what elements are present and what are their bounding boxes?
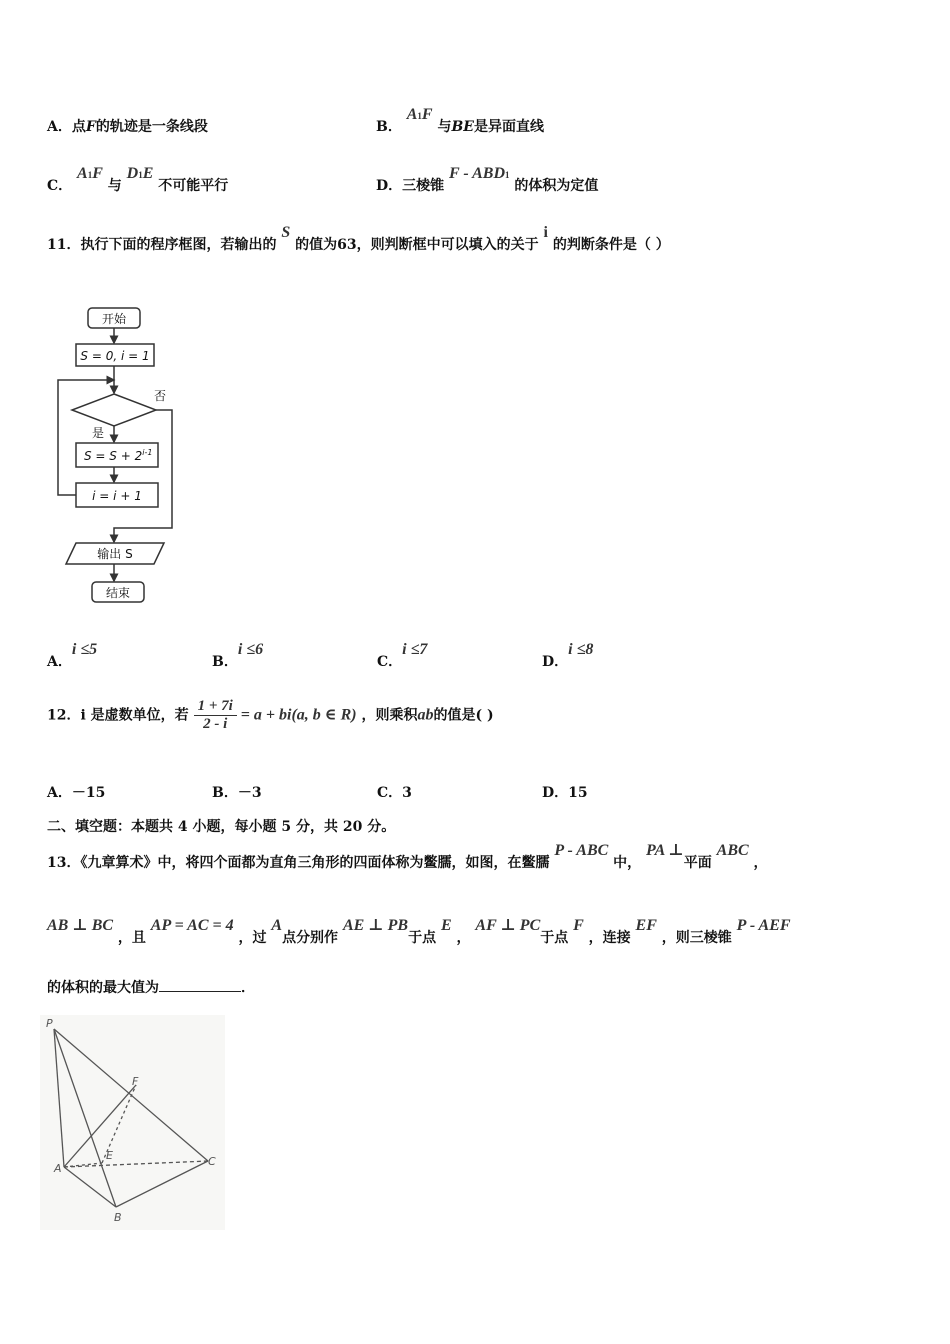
q11-option-b: B．i ≤6: [212, 641, 264, 670]
math-a1f: A1F: [77, 165, 103, 182]
tetrahedron-figure: [40, 1015, 225, 1230]
label-a: A: [54, 1162, 62, 1175]
label-c: C: [208, 1155, 216, 1168]
q11-stem: 11．执行下面的程序框图，若输出的 S 的值为63，则判断框中可以填入的关于 i 的判断条件是（ ）: [47, 224, 670, 253]
flow-exit-line: [114, 410, 172, 542]
q10-option-b: B． A1F 与BE是异面直线: [376, 106, 544, 135]
label-b: B: [114, 1211, 122, 1224]
flow-init-label: S = 0, i = 1: [80, 349, 150, 363]
q13-line-1: 13．《九章算术》中，将四个面都为直角三角形的四面体称为鳖臑，如图，在鳖臑 P - ABC 中， PA ⊥平面 ABC ，: [47, 842, 768, 871]
q10-option-c: C． A1F 与 D1E 不可能平行: [47, 165, 229, 194]
label-f: F: [132, 1075, 139, 1088]
flow-update-i-label: i = i + 1: [92, 489, 142, 503]
flow-update-s-label: $S = S + 2^{i-1}$: [84, 448, 153, 463]
q13-line-2: AB ⊥ BC ，且 AP = AC = 4 ，过 A点分别作 AE ⊥ PB于点 E ， AF ⊥ PC于点 F ，连接 EF ，则三棱锥 P - AEF: [47, 917, 791, 946]
q11-option-c: C．i ≤7: [377, 641, 428, 670]
answer-blank[interactable]: [159, 979, 241, 992]
flow-no-label: 否: [154, 389, 167, 403]
q11-option-a: A．i ≤5: [47, 641, 98, 670]
flowchart: [50, 300, 190, 610]
figure-background: [40, 1015, 225, 1230]
flow-output-label: 输出 S: [97, 547, 133, 561]
q12-option-c: C．3: [377, 785, 412, 801]
q12-option-d: D．15: [542, 785, 588, 801]
label-e: E: [106, 1149, 113, 1162]
section-heading: 二、填空题：本题共 4 小题，每小题 5 分，共 20 分。: [47, 819, 396, 835]
flow-decision-diamond: [72, 394, 156, 426]
q10-option-d: D．三棱锥 F - ABD1 的体积为定值: [376, 165, 599, 194]
math-a1f: A1F: [406, 106, 433, 123]
flow-start-label: 开始: [101, 312, 127, 326]
q12-option-a: A．－15: [47, 785, 106, 801]
math-f-abd1: F - ABD1: [449, 165, 510, 182]
q12-fraction: $\frac{1 + 7i}{2 - i}$: [194, 698, 237, 733]
q12-stem: 12．i 是虚数单位，若 $\frac{1 + 7i}{2 - i}$ = a + bi(a, b ∈ R) ，则乘积ab的值是( ): [47, 698, 494, 732]
q13-line-3: 的体积的最大值为 ．: [47, 980, 255, 996]
label-p: P: [46, 1017, 53, 1030]
q11-option-d: D．i ≤8: [542, 641, 594, 670]
flow-yes-label: 是: [92, 426, 105, 440]
q12-option-b: B．－3: [212, 785, 262, 801]
q10-option-a: A．点F的轨迹是一条线段: [47, 119, 208, 135]
math-d1e: D1E: [126, 165, 154, 182]
flow-end-label: 结束: [105, 586, 131, 600]
